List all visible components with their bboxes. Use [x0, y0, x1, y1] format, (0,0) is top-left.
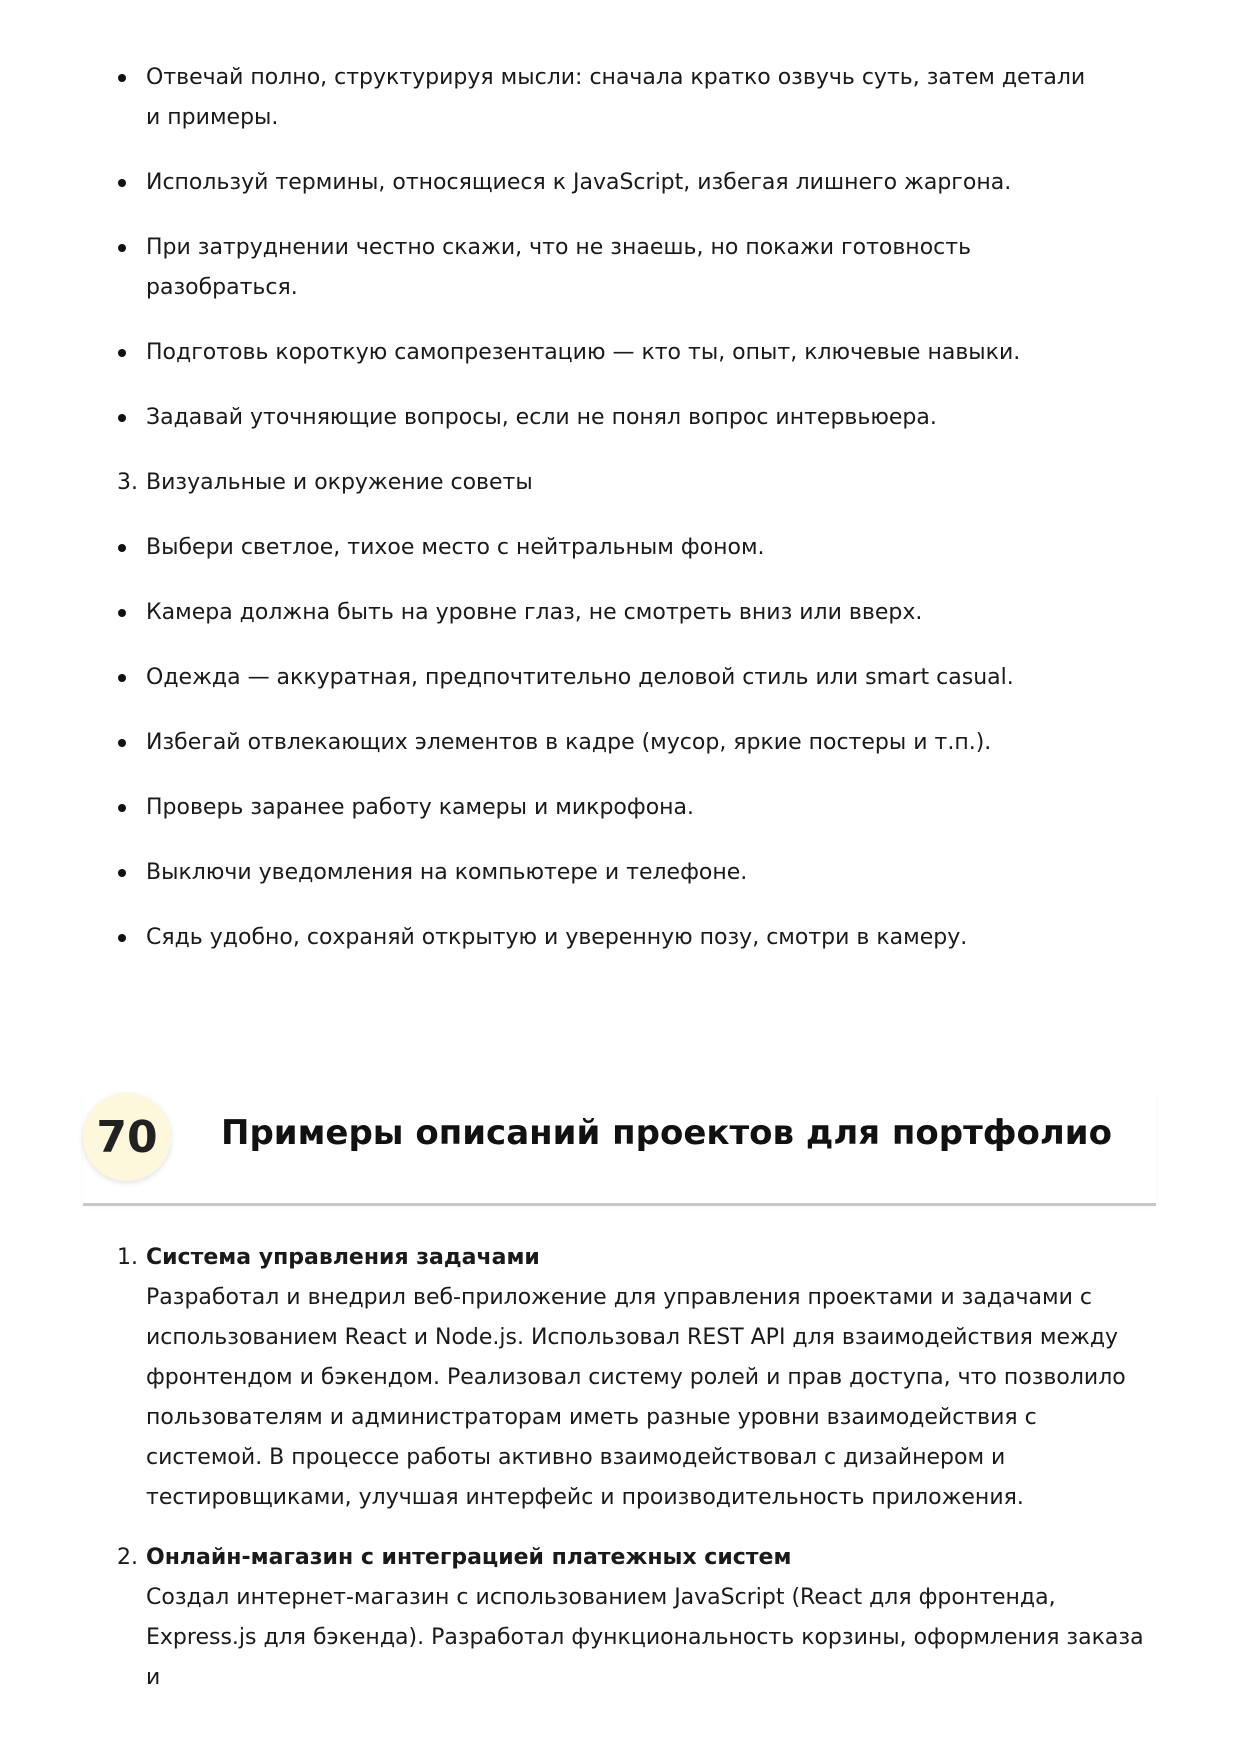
numbered-subheading-label: Визуальные и окружение советы: [146, 470, 533, 495]
project-number: 2.: [117, 1545, 138, 1570]
list-item: Проверь заранее работу камеры и микрофона.: [0, 788, 1106, 828]
project-number: 1.: [117, 1245, 138, 1270]
list-item: Камера должна быть на уровне глаз, не смотреть вниз или вверх.: [0, 593, 1106, 633]
list-item: Одежда — аккуратная, предпочтительно деловой стиль или smart casual.: [0, 658, 1106, 698]
project-title: Система управления задачами: [146, 1245, 540, 1270]
projects-list: [0, 1238, 1146, 1718]
numbered-subheading: [0, 463, 1106, 503]
list-item: Отвечай полно, структурируя мысли: сначала кратко озвучь суть, затем детали и примеры.: [0, 58, 1106, 138]
numbered-marker: 3.: [117, 470, 138, 495]
project-description: Разработал и внедрил веб-приложение для управления проектами и задачами с использованием React и Node.js. Использовал REST API для взаимодействия между фронтендом и бэкендом. Реализовал систему ролей и прав доступа, что позволило пользователям и администраторам иметь разные уровни взаимодействия с системой. В процессе работы активно взаимодействовал с дизайнером и тестировщиками, улучшая интерфейс и производительность приложения.: [146, 1285, 1126, 1510]
section-number-badge: 70: [83, 1093, 171, 1181]
project-description: Создал интернет-магазин с использованием JavaScript (React для фронтенда, Express.js для бэкенда). Разработал функциональность корзины, оформления заказа и: [146, 1585, 1144, 1690]
list-item: Используй термины, относящиеся к JavaScript, избегая лишнего жаргона.: [0, 163, 1106, 203]
list-item: Подготовь короткую самопрезентацию — кто ты, опыт, ключевые навыки.: [0, 333, 1106, 373]
section-title: Примеры описаний проектов для портфолио: [221, 1113, 1112, 1153]
list-item: Выбери светлое, тихое место с нейтральным фоном.: [0, 528, 1106, 568]
project-item: [0, 1238, 1146, 1518]
section-header: [83, 1093, 1156, 1206]
list-item: Сядь удобно, сохраняй открытую и уверенную позу, смотри в камеру.: [0, 918, 1106, 958]
list-item: Задавай уточняющие вопросы, если не понял вопрос интервьюера.: [0, 398, 1106, 438]
tips-list: [0, 58, 1106, 983]
project-item: [0, 1538, 1146, 1698]
list-item: Выключи уведомления на компьютере и телефоне.: [0, 853, 1106, 893]
list-item: Избегай отвлекающих элементов в кадре (мусор, яркие постеры и т.п.).: [0, 723, 1106, 763]
list-item: При затруднении честно скажи, что не знаешь, но покажи готовность разобраться.: [0, 228, 1106, 308]
project-title: Онлайн-магазин с интеграцией платежных систем: [146, 1545, 792, 1570]
